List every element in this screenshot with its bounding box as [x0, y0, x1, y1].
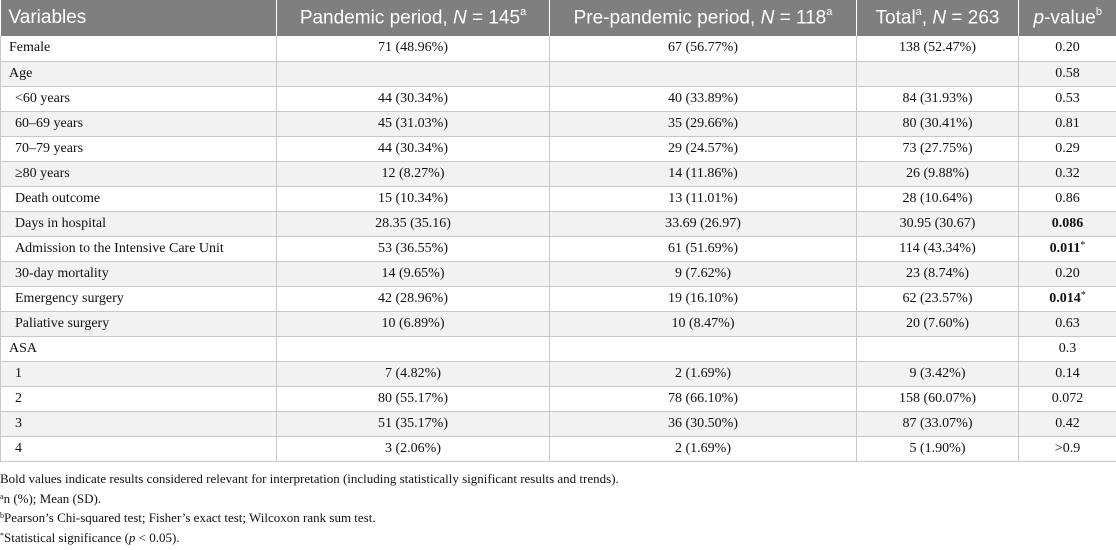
- cell-total: [857, 61, 1019, 86]
- cell-prepandemic: 2 (1.69%): [550, 436, 857, 461]
- cell-total: 73 (27.75%): [857, 136, 1019, 161]
- cell-total: 62 (23.57%): [857, 286, 1019, 311]
- row-label: 1: [1, 361, 277, 386]
- row-label: Death outcome: [1, 186, 277, 211]
- cell-p-value: 0.42: [1019, 411, 1116, 436]
- cell-p-value: 0.011*: [1019, 236, 1116, 261]
- cell-prepandemic: 67 (56.77%): [550, 36, 857, 61]
- cell-p-value: 0.53: [1019, 86, 1116, 111]
- table-row: [1, 36, 1116, 61]
- cell-pandemic: 42 (28.96%): [277, 286, 550, 311]
- header-total: Total$^a$, N = 263: [857, 0, 1019, 36]
- cell-pandemic: 80 (55.17%): [277, 386, 550, 411]
- footnote-bold: Bold values indicate results considered relevant for interpretation (including statistically significant results and trends).: [0, 471, 619, 486]
- table-footnotes: [0, 469, 619, 547]
- row-label: 70–79 years: [1, 136, 277, 161]
- cell-p-value: 0.63: [1019, 311, 1116, 336]
- cell-total: 5 (1.90%): [857, 436, 1019, 461]
- cell-p-value: 0.86: [1019, 186, 1116, 211]
- cell-p-value: 0.81: [1019, 111, 1116, 136]
- cell-prepandemic: 10 (8.47%): [550, 311, 857, 336]
- table-row: [1, 211, 1116, 236]
- table-row: [1, 61, 1116, 86]
- table-row: [1, 161, 1116, 186]
- cell-p-value: 0.20: [1019, 36, 1116, 61]
- row-label: 2: [1, 386, 277, 411]
- cell-prepandemic: 40 (33.89%): [550, 86, 857, 111]
- cell-prepandemic: 78 (66.10%): [550, 386, 857, 411]
- cell-prepandemic: 14 (11.86%): [550, 161, 857, 186]
- row-label: ASA: [1, 336, 277, 361]
- cell-total: 28 (10.64%): [857, 186, 1019, 211]
- cell-prepandemic: 9 (7.62%): [550, 261, 857, 286]
- cell-prepandemic: 29 (24.57%): [550, 136, 857, 161]
- cell-prepandemic: 13 (11.01%): [550, 186, 857, 211]
- cell-p-value: 0.32: [1019, 161, 1116, 186]
- cell-pandemic: 28.35 (35.16): [277, 211, 550, 236]
- cell-total: 9 (3.42%): [857, 361, 1019, 386]
- row-label: Paliative surgery: [1, 311, 277, 336]
- cell-p-value: 0.072: [1019, 386, 1116, 411]
- cell-pandemic: 45 (31.03%): [277, 111, 550, 136]
- cell-p-value: 0.014*: [1019, 286, 1116, 311]
- cell-prepandemic: 36 (30.50%): [550, 411, 857, 436]
- table-row: [1, 111, 1116, 136]
- row-label: <60 years: [1, 86, 277, 111]
- cell-p-value: >0.9: [1019, 436, 1116, 461]
- table-row: [1, 86, 1116, 111]
- row-label: 60–69 years: [1, 111, 277, 136]
- significance-marker: *: [1080, 289, 1086, 301]
- cell-prepandemic: [550, 61, 857, 86]
- cell-total: 158 (60.07%): [857, 386, 1019, 411]
- row-label: Days in hospital: [1, 211, 277, 236]
- cell-pandemic: 44 (30.34%): [277, 86, 550, 111]
- cell-pandemic: 44 (30.34%): [277, 136, 550, 161]
- header-variables: Variables: [1, 0, 277, 36]
- cell-total: 114 (43.34%): [857, 236, 1019, 261]
- table-row: [1, 236, 1116, 261]
- cell-total: 84 (31.93%): [857, 86, 1019, 111]
- row-label: Age: [1, 61, 277, 86]
- cell-p-value: 0.3: [1019, 336, 1116, 361]
- header-p-value: p-value$^b$: [1019, 0, 1116, 36]
- cell-total: 138 (52.47%): [857, 36, 1019, 61]
- cell-pandemic: 51 (35.17%): [277, 411, 550, 436]
- cell-total: 26 (9.88%): [857, 161, 1019, 186]
- cell-total: 87 (33.07%): [857, 411, 1019, 436]
- table-row: [1, 311, 1116, 336]
- cell-p-value: 0.20: [1019, 261, 1116, 286]
- row-label: Admission to the Intensive Care Unit: [1, 236, 277, 261]
- row-label: 30-day mortality: [1, 261, 277, 286]
- table-row: [1, 261, 1116, 286]
- significance-marker: *: [1080, 239, 1086, 251]
- table-row: [1, 411, 1116, 436]
- header-row: [1, 0, 1116, 36]
- header-pandemic-period: Pandemic period, $N = 145^a$: [277, 0, 550, 36]
- table-row: [1, 286, 1116, 311]
- cell-total: 80 (30.41%): [857, 111, 1019, 136]
- cell-total: 23 (8.74%): [857, 261, 1019, 286]
- footnote-star: *Statistical significance (p < 0.05).: [0, 529, 180, 545]
- cell-prepandemic: [550, 336, 857, 361]
- cell-total: 20 (7.60%): [857, 311, 1019, 336]
- row-label: ≥80 years: [1, 161, 277, 186]
- row-label: 3: [1, 411, 277, 436]
- cell-pandemic: [277, 61, 550, 86]
- table-row: [1, 361, 1116, 386]
- cell-p-value: 0.29: [1019, 136, 1116, 161]
- cell-pandemic: 7 (4.82%): [277, 361, 550, 386]
- table-row: [1, 136, 1116, 161]
- footnote-b: $^b$Pearson’s Chi-squared test; Fisher’s exact test; Wilcoxon rank sum test.: [0, 510, 376, 525]
- cell-pandemic: 53 (36.55%): [277, 236, 550, 261]
- cell-prepandemic: 19 (16.10%): [550, 286, 857, 311]
- row-label: 4: [1, 436, 277, 461]
- cell-pandemic: 71 (48.96%): [277, 36, 550, 61]
- cell-p-value: 0.58: [1019, 61, 1116, 86]
- header-prepandemic-period: Pre-pandemic period, $N = 118^a$: [550, 0, 857, 36]
- table-row: [1, 186, 1116, 211]
- table-row: [1, 436, 1116, 461]
- cell-pandemic: 3 (2.06%): [277, 436, 550, 461]
- row-label: Female: [1, 36, 277, 61]
- cell-p-value: 0.086: [1019, 211, 1116, 236]
- row-label: Emergency surgery: [1, 286, 277, 311]
- table-row: [1, 386, 1116, 411]
- cell-pandemic: 10 (6.89%): [277, 311, 550, 336]
- cell-prepandemic: 33.69 (26.97): [550, 211, 857, 236]
- cell-prepandemic: 61 (51.69%): [550, 236, 857, 261]
- cell-pandemic: 15 (10.34%): [277, 186, 550, 211]
- table-row: [1, 336, 1116, 361]
- footnote-a: $^a$n (%); Mean (SD).: [0, 490, 102, 506]
- cell-pandemic: [277, 336, 550, 361]
- cell-pandemic: 14 (9.65%): [277, 261, 550, 286]
- cell-total: [857, 336, 1019, 361]
- cell-prepandemic: 2 (1.69%): [550, 361, 857, 386]
- cell-prepandemic: 35 (29.66%): [550, 111, 857, 136]
- cell-p-value: 0.14: [1019, 361, 1116, 386]
- cell-pandemic: 12 (8.27%): [277, 161, 550, 186]
- cell-total: 30.95 (30.67): [857, 211, 1019, 236]
